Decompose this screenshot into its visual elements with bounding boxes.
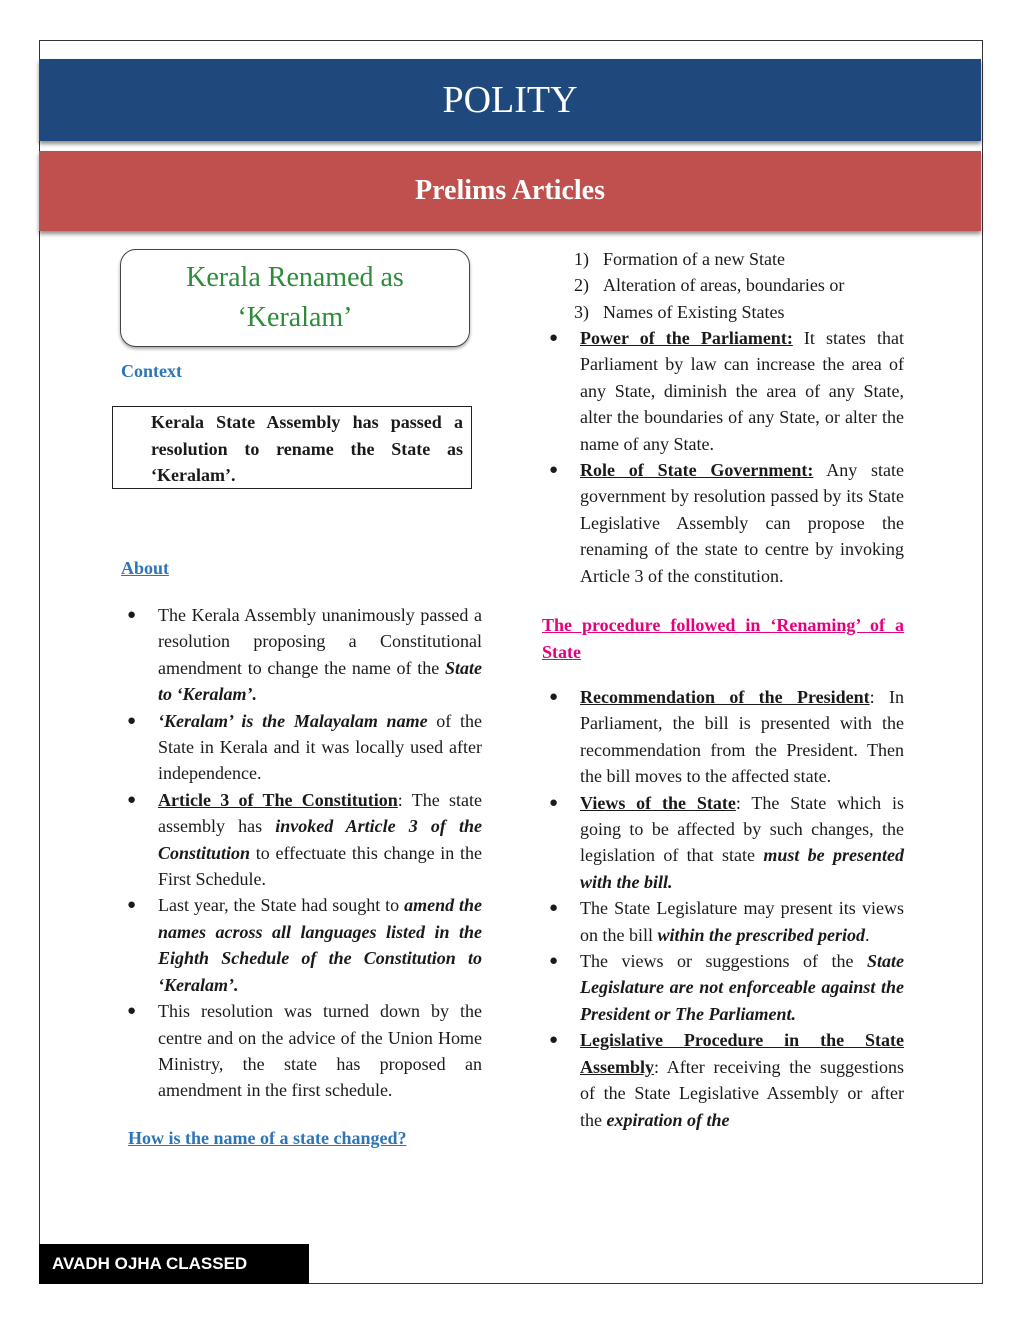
- bullet-icon: ●: [549, 953, 559, 970]
- bullet-icon: ●: [549, 462, 559, 479]
- list-item: ● This resolution was turned down by the centre and on the advice of the Union Home Ministry, the state has proposed an amendment in the first schedule.: [120, 998, 482, 1104]
- bullet-icon: ●: [127, 1003, 137, 1020]
- list-item: ● Last year, the State had sought to amend the names across all languages listed in the Eighth Schedule of the Constitution to ‘Keralam’.: [120, 892, 482, 998]
- list-item: 3) Names of Existing States: [574, 301, 785, 322]
- bullet-icon: ●: [127, 791, 137, 808]
- list-item: 1) Formation of a new State: [574, 249, 785, 269]
- subject-banner: [39, 59, 981, 141]
- article-title-box: [120, 249, 470, 347]
- context-text: Kerala State Assembly has passed a resolution to rename the State as ‘Keralam’.: [151, 412, 463, 485]
- list-item: ● The views or suggestions of the State Legislature are not enforceable against the President or The Parliament.: [542, 948, 904, 1027]
- bullet-icon: ●: [127, 712, 137, 729]
- list-item: ● Power of the Parliament: It states that Parliament by law can increase the area of any State, diminish the area of any State, alter the boundaries of any State, or alter the name of any State.: [542, 325, 904, 457]
- article-title-line-2: ‘Keralam’: [237, 302, 353, 333]
- numbered-list: [556, 246, 904, 325]
- section-banner: [39, 151, 981, 231]
- bullet-icon: ●: [127, 897, 137, 914]
- context-box: [112, 406, 472, 489]
- bullet-icon: ●: [127, 607, 137, 623]
- list-item: ● Article 3 of The Constitution: The state assembly has invoked Article 3 of the Constitution to effectuate this change in the First Schedule.: [120, 787, 482, 893]
- list-item: ● Legislative Procedure in the State Assembly: After receiving the suggestions of the State Legislative Assembly or after the expiration of the: [542, 1027, 904, 1133]
- subject-title: POLITY: [442, 79, 578, 121]
- list-item: ● Role of State Government: Any state government by resolution passed by its State Legislative Assembly can propose the renaming of the state to centre by invoking Article 3 of the constitution.: [542, 457, 904, 589]
- list-item: ● ‘Keralam’ is the Malayalam name of the State in Kerala and it was locally used after independence.: [120, 708, 482, 787]
- bullet-icon: ●: [549, 330, 559, 346]
- article-title-line-1: Kerala Renamed as: [186, 262, 404, 293]
- procedure-list: [542, 684, 904, 1133]
- section-title: Prelims Articles: [415, 175, 605, 206]
- list-item: ● Recommendation of the President: In Parliament, the bill is presented with the recommendation from the President. Then the bill moves to the affected state.: [542, 684, 904, 790]
- list-item: ● The Kerala Assembly unanimously passed a resolution proposing a Constitutional amendment to change the name of the State to ‘Keralam’.: [120, 602, 482, 708]
- procedure-heading: The procedure followed in ‘Renaming’ of a State: [542, 615, 904, 662]
- footer-brand: AVADH OJHA CLASSED: [52, 1254, 248, 1273]
- bullet-icon: ●: [549, 1032, 559, 1049]
- bullet-icon: ●: [549, 689, 559, 705]
- list-item: 2) Alteration of areas, boundaries or: [574, 275, 845, 296]
- bullet-icon: ●: [549, 794, 559, 811]
- about-heading: About: [121, 558, 170, 578]
- how-heading: How is the name of a state changed?: [128, 1128, 407, 1148]
- list-item: ● The State Legislature may present its views on the bill within the prescribed period.: [542, 895, 904, 948]
- powers-list: [542, 325, 904, 589]
- about-list: [120, 602, 482, 1104]
- footer-brand-bar: [39, 1244, 309, 1284]
- list-item: ● Views of the State: The State which is going to be affected by such changes, the legislation of that state must be presented with the bill.: [542, 790, 904, 896]
- context-heading: Context: [121, 361, 182, 381]
- bullet-icon: ●: [549, 900, 559, 917]
